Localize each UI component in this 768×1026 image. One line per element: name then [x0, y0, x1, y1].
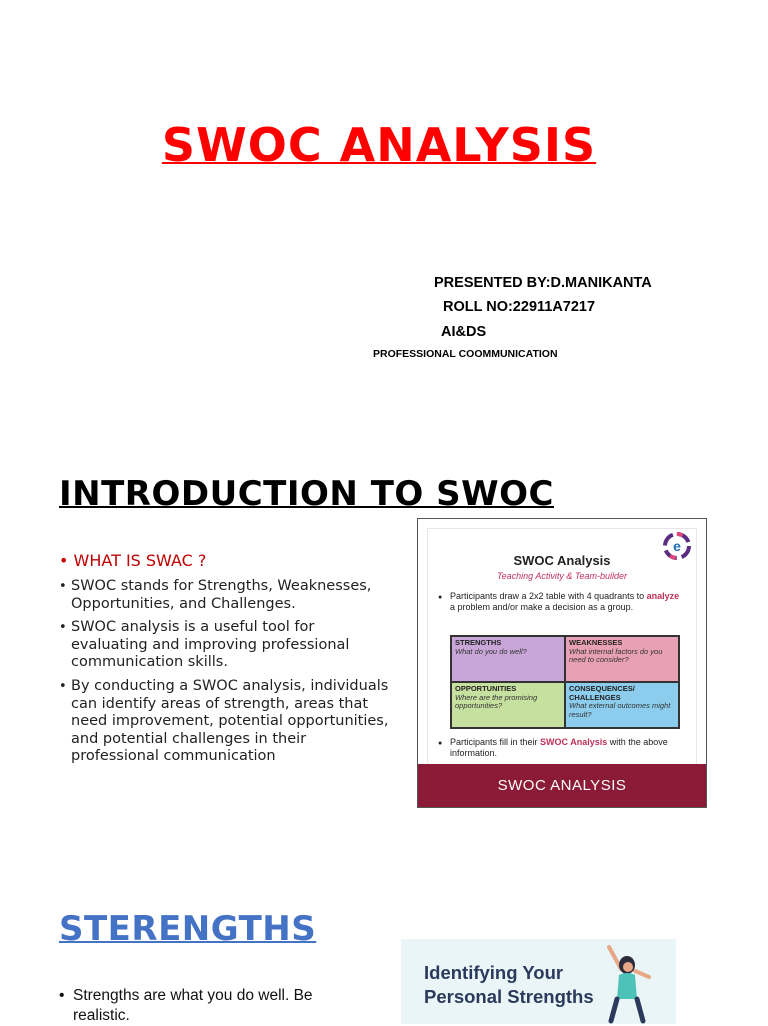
infographic-bullet [450, 591, 686, 613]
quadrant-weaknesses [565, 636, 679, 682]
bullet-text: Participants fill in their [450, 737, 541, 747]
quadrant-heading: OPPORTUNITIES [455, 684, 517, 693]
strengths-bullet-list [59, 986, 359, 1026]
bullet-text: with the above information. [450, 737, 668, 758]
person-figure-icon [591, 939, 661, 1024]
quadrant-desc: What internal factors do you need to consider? [569, 646, 663, 664]
strengths-illustration [401, 939, 676, 1024]
bullet-text: Participants draw a 2x2 table with 4 quadrants to [450, 591, 647, 601]
slide-title: SWOC ANALYSIS [161, 118, 597, 172]
swoc-infographic [417, 518, 707, 808]
intro-heading: INTRODUCTION TO SWOC [59, 474, 554, 514]
quadrant-strengths [451, 636, 565, 682]
quadrant-heading: WEAKNESSES [569, 638, 623, 647]
quadrant-desc: What do you do well? [455, 646, 527, 656]
bullet-text: a problem and/or make a decision as a group. [450, 602, 634, 612]
course-name: PROFESSIONAL COOMMUNICATION [373, 348, 558, 360]
infographic-card [427, 528, 697, 798]
infographic-title: SWOC Analysis [513, 553, 611, 568]
quadrant-opportunities [451, 682, 565, 728]
list-item: • Strengths are what you do well. Be realistic. [59, 986, 359, 1026]
list-item: • SWOC analysis is a useful tool for evaluating and improving professional communication skills. [59, 619, 389, 672]
infographic-banner: SWOC ANALYSIS [418, 764, 706, 807]
quadrant-challenges [565, 682, 679, 728]
swoc-quadrant-table [450, 635, 680, 729]
roll-number: ROLL NO:22911A7217 [443, 299, 596, 315]
illustration-caption [424, 961, 594, 1009]
list-item: • SWOC stands for Strengths, Weaknesses, Opportunities, and Challenges. [59, 578, 389, 613]
quadrant-heading: STRENGTHS [455, 638, 502, 647]
list-item: • By conducting a SWOC analysis, individuals can identify areas of strength, areas that need improvement, potential opportunities, and potential challenges in their professional communication [59, 678, 389, 766]
caption-line: Identifying Your [424, 962, 564, 983]
infographic-bullet [450, 737, 686, 759]
quadrant-desc: What external outcomes might result? [569, 701, 671, 719]
highlight-text: analyze [646, 591, 680, 601]
intro-bullet-list [59, 578, 389, 772]
question-bullet: • WHAT IS SWAC ? [59, 551, 207, 570]
caption-line: Personal Strengths [424, 986, 594, 1007]
department: AI&DS [441, 324, 487, 340]
highlight-text: SWOC Analysis [540, 737, 608, 747]
infographic-subtitle: Teaching Activity & Team-builder [496, 571, 628, 581]
quadrant-heading: CONSEQUENCES/ CHALLENGES [569, 684, 635, 702]
strengths-heading: STERENGTHS [59, 909, 317, 949]
presenter-name: PRESENTED BY:D.MANIKANTA [434, 275, 652, 291]
svg-text:e: e [673, 538, 681, 554]
quadrant-desc: Where are the promising opportunities? [455, 692, 538, 710]
